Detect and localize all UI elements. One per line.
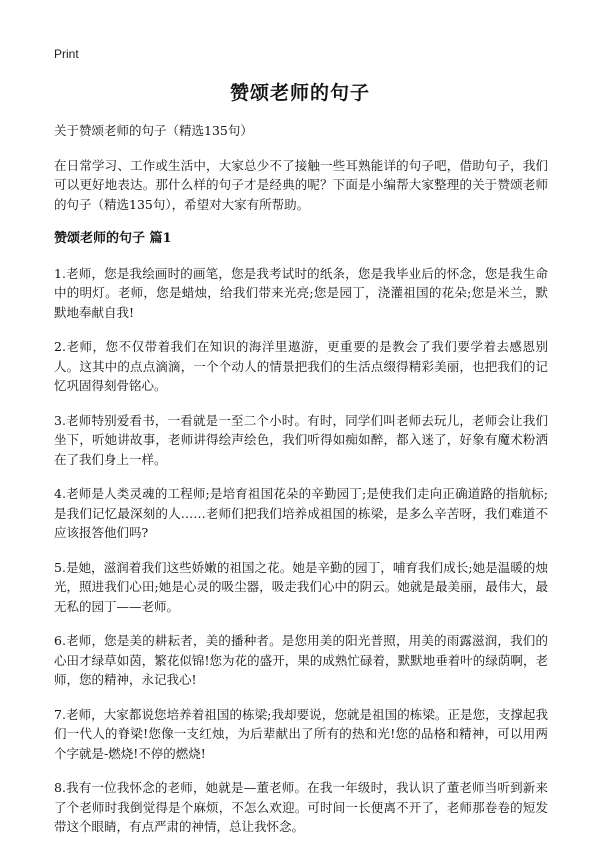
quote-paragraph: 5.是她，滋润着我们这些娇嫩的祖国之花。她是辛勤的园丁，哺育我们成长;她是温暖的烛光，照进我们心田;她是心灵的吸尘器，吸走我们心中的阴云。她就是最美丽，最伟大，最无私的园丁——老师。 [54,559,548,614]
section-heading: 赞颂老师的句子 篇1 [54,231,172,246]
article-intro: 在日常学习、工作或生活中，大家总少不了接触一些耳熟能详的句子吧，借助句子，我们可以更好地表达。那什么样的句子才是经典的呢？下面是小编帮大家整理的关于赞颂老师的句子（精选135句），希望对大家有所帮助。 [54,157,548,212]
quote-paragraph: 7.老师，大家都说您培养着祖国的栋梁;我却要说，您就是祖国的栋梁。正是您，支撑起我们一代人的脊梁!您像一支红烛，为后辈献出了所有的热和光!您的品格和精神，可以用两个字就是-燃烧!不停的燃烧! [54,706,548,761]
article-subtitle: 关于赞颂老师的句子（精选135句） [54,123,253,138]
print-link[interactable]: Print [54,47,79,61]
quote-paragraph: 2.老师，您不仅带着我们在知识的海洋里遨游，更重要的是教会了我们要学着去感恩别人。这其中的点点滴滴，一个个动人的情景把我们的生活点缀得精彩美丽，也把我们的记忆巩固得刻骨铭心。 [54,339,548,393]
quote-paragraph: 6.老师，您是美的耕耘者，美的播种者。是您用美的阳光普照，用美的雨露滋润，我们的心田才绿草如茵，繁花似锦!您为花的盛开，果的成熟忙碌着，默默地垂着叶的绿荫啊，老师，您的精神，永记我心! [54,633,548,687]
article-body [54,121,548,852]
quote-paragraph: 1.老师，您是我绘画时的画笔，您是我考试时的纸条，您是我毕业后的怀念，您是我生命中的明灯。老师，您是蜡烛，给我们带来光亮;您是园丁，浇灌祖国的花朵;您是米兰，默默地奉献自我! [54,265,548,320]
page-title: 赞颂老师的句子 [229,82,370,104]
quote-paragraph: 4.老师是人类灵魂的工程师;是培育祖国花朵的辛勤园丁;是使我们走向正确道路的指航标;是我们记忆最深刻的人……老师们把我们培养成祖国的栋梁，是多么辛苦呀，我们难道不应该报答他们吗? [54,486,548,540]
quote-paragraph: 3.老师特别爱看书，一看就是一至二个小时。有时，同学们叫老师去玩儿，老师会让我们坐下，听她讲故事，老师讲得绘声绘色，我们听得如痴如醉，都入迷了，好象有魔术粉洒在了我们身上一样。 [54,412,548,467]
quote-paragraph: 8.我有一位我怀念的老师，她就是—董老师。在我一年级时，我认识了董老师当听到新来了个老师时我倒觉得是个麻烦，不怎么欢迎。可时间一长便离不开了，老师那卷卷的短发带这个眼睛，有点严肃的神情，总让我怀念。 [54,780,548,834]
